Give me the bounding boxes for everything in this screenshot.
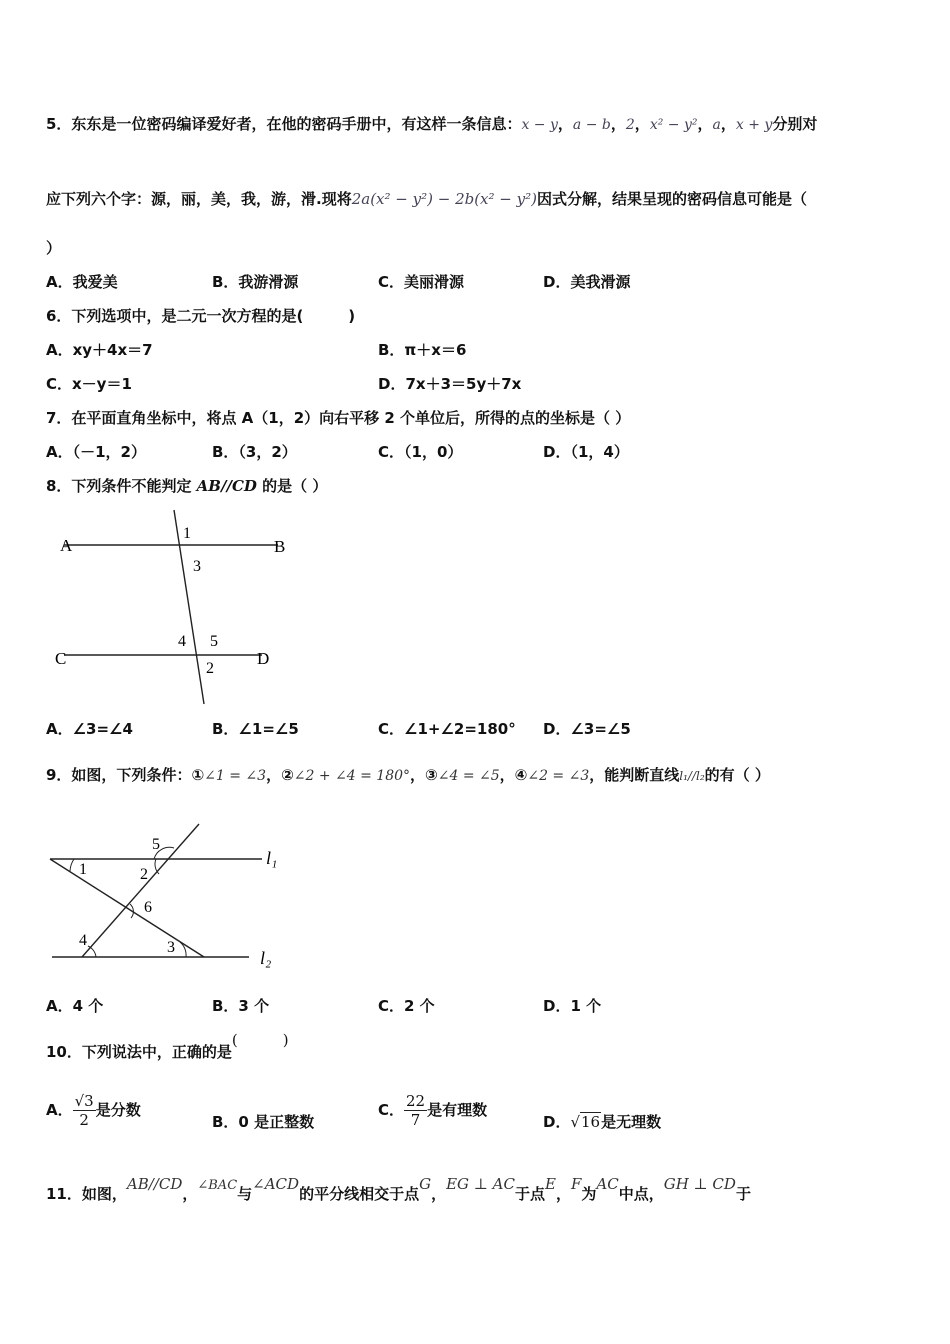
sqrt-16: √16 (570, 1113, 601, 1131)
label-l2: l₂ (260, 948, 272, 968)
fraction-sqrt3-over-2: $\frac{√3}{2}$ (74, 1092, 94, 1129)
q5-info-3: 2 (625, 117, 635, 133)
q7-option-c[interactable]: C．（1，0） (378, 443, 463, 461)
q7-option-b[interactable]: B．（3，2） (212, 443, 297, 461)
q5-suffix: 分别对 (772, 115, 818, 133)
q9-option-d[interactable]: D．1 个 (543, 997, 602, 1015)
q5-info-4: x² − y² (649, 117, 698, 133)
q5-info-6: x + y (735, 117, 773, 133)
q9-option-a[interactable]: A．4 个 (46, 997, 104, 1015)
q6-option-b[interactable]: B．π＋x＝6 (378, 341, 467, 359)
q9-option-c[interactable]: C．2 个 (378, 997, 435, 1015)
q9-lines: l₁//l₂ (679, 769, 705, 783)
q9-condition-2: ∠2 + ∠4 = 180° (293, 768, 411, 784)
q5-line1: 5．东东是一位密码编译爱好者，在他的密码手册中，有这样一条信息：x − y，a − b，2，x² − y²，a，x + y分别对 (46, 115, 818, 133)
label-l1: l₁ (266, 848, 278, 868)
q9-condition-4: ∠2 = ∠3 (527, 768, 590, 784)
arc-4 (88, 946, 96, 957)
angle-2: 2 (206, 660, 214, 677)
q8-option-a[interactable]: A．∠3=∠4 (46, 720, 133, 738)
q5-option-a[interactable]: A．我爱美 (46, 273, 118, 291)
q8-stem: 8．下列条件不能判定 AB//CD 的是（ ） (46, 477, 328, 495)
arc-1 (70, 859, 74, 871)
q9-figure (44, 818, 294, 976)
q6-option-d[interactable]: D．7x＋3＝5y＋7x (378, 375, 522, 393)
q9-option-b[interactable]: B．3 个 (212, 997, 270, 1015)
angle-4: 4 (79, 932, 87, 949)
q5-info-2: a − b (572, 117, 611, 133)
q5-expression: 2a(x² − y²) − 2b(x² − y²) (351, 190, 537, 208)
q8-option-d[interactable]: D．∠3=∠5 (543, 720, 631, 738)
arc-2 (155, 859, 159, 874)
angle-5: 5 (210, 633, 218, 650)
angle-3: 3 (167, 939, 175, 956)
angle-1: 1 (79, 861, 87, 878)
q9-condition-1: ∠1 = ∠3 (204, 768, 267, 784)
q6-option-c[interactable]: C．x－y＝1 (46, 375, 132, 393)
angle-4: 4 (178, 633, 186, 650)
q10-option-b[interactable]: B．0 是正整数 (212, 1113, 315, 1131)
q7-stem: 7．在平面直角坐标中，将点 A（1，2）向右平移 2 个单位后，所得的点的坐标是（ ） (46, 409, 631, 427)
q5-line2: 应下列六个字：源，丽，美，我，游，滑.现将2a(x² − y²) − 2b(x² − y²)因式分解，结果呈现的密码信息可能是（ (46, 190, 807, 208)
fraction-22-over-7: $\frac{22}{7}$ (406, 1092, 426, 1129)
q11-stem: 11．如图，AB//CD，∠BAC与∠ACD的平分线相交于点G，EG ⊥ AC于点E，F为AC中点，GH ⊥ CD于 (46, 1175, 751, 1203)
q8-option-b[interactable]: B．∠1=∠5 (212, 720, 299, 738)
q5-prefix: 5．东东是一位密码编译爱好者，在他的密码手册中，有这样一条信息： (46, 115, 522, 133)
q10-paren: ( ) (231, 1031, 289, 1049)
q8-option-c[interactable]: C．∠1+∠2=180° (378, 720, 516, 738)
label-c: C (55, 649, 67, 668)
q5-info-1: x − y (521, 117, 558, 133)
q5-option-b[interactable]: B．我游滑源 (212, 273, 299, 291)
q9-stem: 9．如图，下列条件：①∠1 = ∠3，②∠2 + ∠4 = 180°，③∠4 = ∠5，④∠2 = ∠3，能判断直线l₁//l₂的有（ ） (46, 766, 770, 784)
q10-option-d[interactable]: D．√16是无理数 (543, 1113, 662, 1131)
q6-option-a[interactable]: A．xy＋4x＝7 (46, 341, 153, 359)
label-b: B (274, 537, 286, 556)
angle-6: 6 (144, 899, 152, 916)
q5-line3: ） (46, 239, 62, 257)
angle-5: 5 (152, 836, 160, 853)
label-a: A (60, 536, 73, 555)
q5-option-c[interactable]: C．美丽滑源 (378, 273, 465, 291)
q7-option-a[interactable]: A．（－1，2） (46, 443, 146, 461)
q9-condition-3: ∠4 = ∠5 (437, 768, 500, 784)
q7-option-d[interactable]: D．（1，4） (543, 443, 629, 461)
q10-option-c[interactable]: C． $\frac{22}{7}$ 是有理数 (378, 1092, 488, 1129)
q8-stem-math: AB//CD (196, 477, 257, 495)
q10-stem: 10．下列说法中，正确的是( ) (46, 1031, 289, 1061)
label-d: D (257, 649, 270, 668)
q5-option-d[interactable]: D．美我滑源 (543, 273, 631, 291)
angle-3: 3 (193, 558, 201, 575)
q8-figure (50, 506, 310, 711)
q6-stem: 6．下列选项中，是二元一次方程的是( ) (46, 307, 356, 325)
angle-1: 1 (183, 525, 191, 542)
q10-option-a[interactable]: A． $\frac{√3}{2}$ 是分数 (46, 1092, 141, 1129)
angle-2: 2 (140, 866, 148, 883)
q5-info-5: a (712, 117, 721, 133)
